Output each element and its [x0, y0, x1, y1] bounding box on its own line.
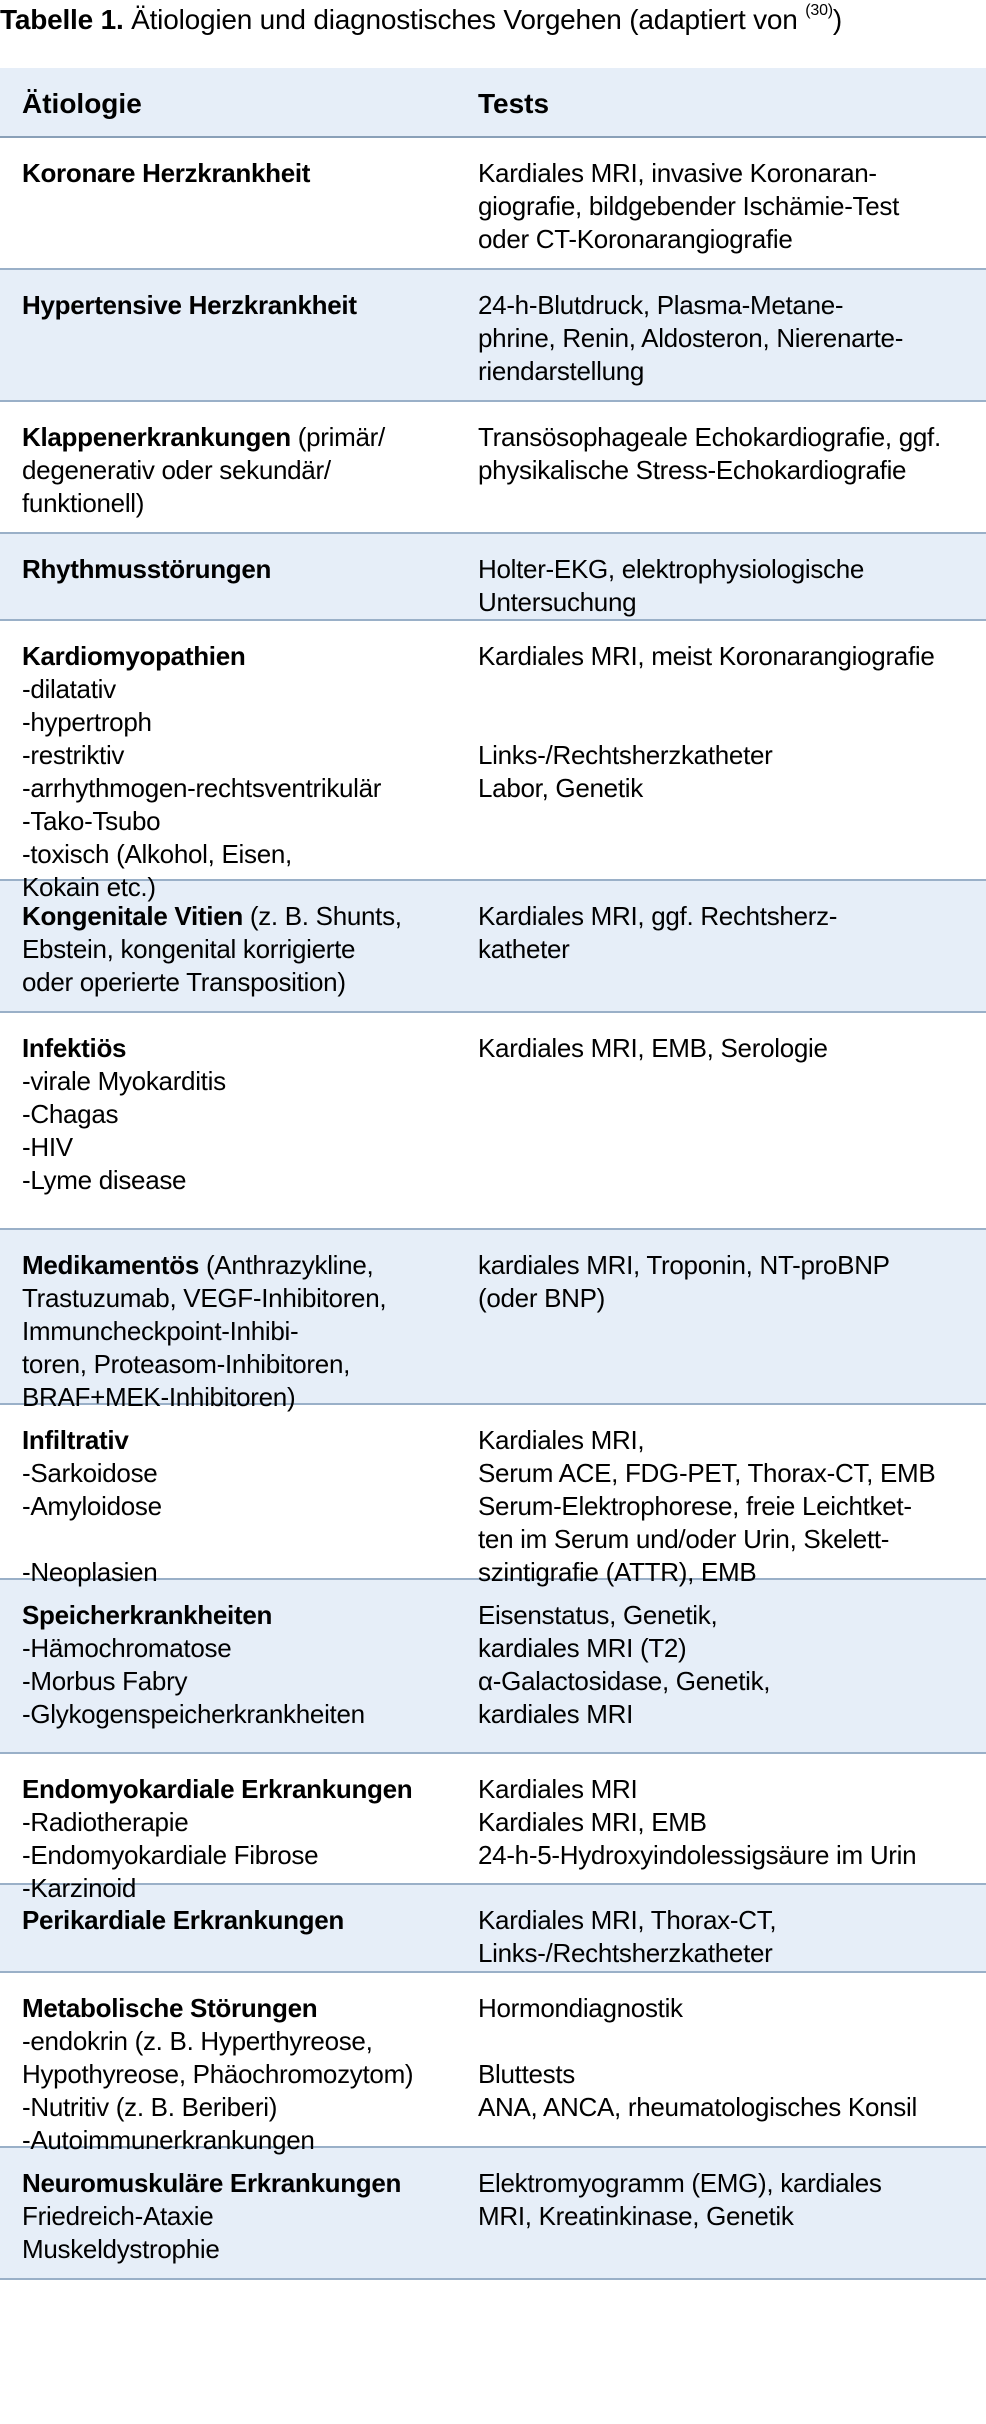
etiology-table [0, 68, 986, 2280]
etiology-cell [0, 1249, 456, 1414]
tests-line: Holter-EKG, elektrophysiologische [478, 554, 865, 584]
table-row [0, 2148, 986, 2280]
table-row [0, 1013, 986, 1230]
table-row [0, 534, 986, 621]
tests-cell [456, 1773, 986, 1872]
etiology-text: (z. B. Shunts, [242, 901, 402, 931]
tests-line: MRI, Kreatinkinase, Genetik [478, 2201, 794, 2231]
etiology-line [22, 2167, 456, 2200]
etiology-line [22, 933, 456, 966]
etiology-line [22, 1904, 456, 1937]
tests-line: 24-h-5-Hydroxyindolessigsäure im Urin [478, 1840, 917, 1870]
etiology-text: -hypertroph [22, 707, 152, 737]
tests-line: ANA, ANCA, rheumatologisches Konsil [478, 2092, 917, 2122]
caption-reference: (30) [805, 2, 833, 19]
etiology-line [22, 1665, 456, 1698]
etiology-line [22, 2091, 456, 2124]
tests-line: 24-h-Blutdruck, Plasma-Metane- [478, 290, 844, 320]
etiology-text: -Endomyokardiale Fibrose [22, 1840, 319, 1870]
etiology-text: Trastuzumab, VEGF-Inhibitoren, [22, 1283, 387, 1313]
tests-cell [456, 1249, 986, 1315]
tests-cell [456, 900, 986, 966]
etiology-cell [0, 1992, 456, 2157]
etiology-cell [0, 1773, 456, 1905]
etiology-line [22, 1424, 456, 1457]
etiology-line [22, 1315, 456, 1348]
tests-line: szintigrafie (ATTR), EMB [478, 1557, 757, 1587]
etiology-text: -Chagas [22, 1099, 119, 1129]
etiology-line [22, 2200, 456, 2233]
etiology-line [22, 1773, 456, 1806]
etiology-text: Ebstein, kongenital korrigierte [22, 934, 356, 964]
etiology-line [22, 739, 456, 772]
tests-line: Kardiales MRI, ggf. Rechtsherz- [478, 901, 838, 931]
etiology-text: -Karzinoid [22, 1873, 137, 1903]
etiology-text: (primär/ [290, 422, 385, 452]
etiology-title: Endomyokardiale Erkrankungen [22, 1774, 413, 1804]
etiology-line [22, 1632, 456, 1665]
etiology-text: Immuncheckpoint-Inhibi- [22, 1316, 299, 1346]
tests-cell [456, 1599, 986, 1731]
etiology-cell [0, 1599, 456, 1731]
etiology-line [22, 1806, 456, 1839]
caption-label: Tabelle 1. [0, 4, 124, 35]
etiology-text: -Hämochromatose [22, 1633, 232, 1663]
etiology-title: Kongenitale Vitien [22, 901, 243, 931]
table-row [0, 1580, 986, 1754]
etiology-text: (Anthrazykline, [199, 1250, 374, 1280]
etiology-line [22, 487, 456, 520]
tests-line: Eisenstatus, Genetik, [478, 1600, 718, 1630]
tests-line: α-Galactosidase, Genetik, [478, 1666, 771, 1696]
table-row [0, 270, 986, 402]
etiology-line [22, 1992, 456, 2025]
etiology-line [22, 966, 456, 999]
tests-line: Links-/Rechtsherzkatheter [478, 1938, 773, 1968]
tests-line: Links-/Rechtsherzkatheter [478, 740, 773, 770]
etiology-text: Friedreich-Ataxie [22, 2201, 214, 2231]
etiology-cell [0, 640, 456, 904]
tests-line: ten im Serum und/oder Urin, Skelett- [478, 1524, 890, 1554]
etiology-line [22, 1131, 456, 1164]
tests-cell [456, 289, 986, 388]
header-tests: Tests [478, 88, 550, 119]
etiology-title: Perikardiale Erkrankungen [22, 1905, 344, 1935]
etiology-title: Klappenerkrankungen [22, 422, 291, 452]
tests-line [478, 673, 986, 706]
tests-line: Kardiales MRI, Thorax-CT, [478, 1905, 777, 1935]
tests-line: Transösophageale Echokardiografie, ggf. [478, 422, 941, 452]
table-row [0, 1973, 986, 2155]
tests-line: Untersuchung [478, 587, 637, 617]
etiology-cell [0, 1904, 456, 1937]
etiology-line [22, 553, 456, 586]
caption-text: Ätiologien und diagnostisches Vorgehen (adaptiert von [123, 4, 806, 35]
tests-line [478, 2025, 986, 2058]
etiology-line [22, 805, 456, 838]
etiology-title: Infiltrativ [22, 1425, 129, 1455]
table-caption [0, 0, 986, 68]
etiology-text: -virale Myokarditis [22, 1066, 226, 1096]
etiology-title: Medikamentös [22, 1250, 200, 1280]
etiology-text: -Autoimmunerkrankungen [22, 2125, 315, 2155]
etiology-text: funktionell) [22, 488, 145, 518]
etiology-title: Hypertensive Herzkrankheit [22, 290, 357, 320]
etiology-title: Infektiös [22, 1033, 127, 1063]
etiology-text: -restriktiv [22, 740, 125, 770]
tests-line: Kardiales MRI, EMB [478, 1807, 707, 1837]
caption-close: ) [832, 4, 843, 35]
etiology-line [22, 454, 456, 487]
tests-line: giografie, bildgebender Ischämie-Test [478, 191, 900, 221]
etiology-text: Muskeldystrophie [22, 2234, 220, 2264]
etiology-text: BRAF+MEK-Inhibitoren) [22, 1382, 296, 1412]
tests-line: Serum ACE, FDG-PET, Thorax-CT, EMB [478, 1458, 936, 1488]
etiology-text: -Tako-Tsubo [22, 806, 161, 836]
etiology-line [22, 1098, 456, 1131]
tests-line: Kardiales MRI, meist Koronarangiografie [478, 641, 935, 671]
tests-cell [456, 553, 986, 619]
tests-line: riendarstellung [478, 356, 645, 386]
etiology-line [22, 772, 456, 805]
etiology-text: -Amyloidose [22, 1491, 162, 1521]
etiology-line [22, 673, 456, 706]
tests-line: Kardiales MRI, EMB, Serologie [478, 1033, 828, 1063]
table-row [0, 1405, 986, 1587]
etiology-title: Kardiomyopathien [22, 641, 246, 671]
tests-line: Bluttests [478, 2059, 576, 2089]
etiology-line [22, 640, 456, 673]
etiology-line [22, 1839, 456, 1872]
etiology-cell [0, 553, 456, 586]
header-etiology: Ätiologie [22, 88, 142, 119]
etiology-cell [0, 1424, 456, 1589]
etiology-text: -dilatativ [22, 674, 116, 704]
etiology-line [22, 1065, 456, 1098]
tests-line [478, 706, 986, 739]
etiology-title: Neuromuskuläre Erkrankungen [22, 2168, 402, 2198]
etiology-line [22, 1490, 456, 1523]
etiology-line [22, 289, 456, 322]
etiology-line [22, 1282, 456, 1315]
tests-line: Serum-Elektrophorese, freie Leichtket- [478, 1491, 912, 1521]
tests-cell [456, 1904, 986, 1970]
etiology-line [22, 900, 456, 933]
etiology-cell [0, 421, 456, 520]
table-row [0, 138, 986, 270]
etiology-text: Hypothyreose, Phäochromozytom) [22, 2059, 414, 2089]
etiology-line [22, 2058, 456, 2091]
tests-cell [456, 1992, 986, 2124]
tests-cell [456, 1032, 986, 1065]
etiology-line [22, 2025, 456, 2058]
etiology-line [22, 1249, 456, 1282]
etiology-title: Koronare Herzkrankheit [22, 158, 311, 188]
tests-cell [456, 157, 986, 256]
etiology-title: Speicherkrankheiten [22, 1600, 273, 1630]
tests-cell [456, 2167, 986, 2233]
tests-line: kardiales MRI [478, 1699, 634, 1729]
etiology-text: -toxisch (Alkohol, Eisen, [22, 839, 292, 869]
etiology-title: Metabolische Störungen [22, 1993, 318, 2023]
tests-line: oder CT-Koronarangiografie [478, 224, 793, 254]
etiology-text: -endokrin (z. B. Hyperthyreose, [22, 2026, 373, 2056]
etiology-text: toren, Proteasom-Inhibitoren, [22, 1349, 351, 1379]
tests-line: Labor, Genetik [478, 773, 643, 803]
table-header-row [0, 68, 986, 138]
etiology-line [22, 1164, 456, 1197]
tests-line: (oder BNP) [478, 1283, 606, 1313]
tests-line: Elektromyogramm (EMG), kardiales [478, 2168, 882, 2198]
table-row [0, 621, 986, 902]
etiology-text: oder operierte Transposition) [22, 967, 346, 997]
tests-line: phrine, Renin, Aldosteron, Nierenarte- [478, 323, 904, 353]
etiology-line [22, 1599, 456, 1632]
tests-line: physikalische Stress-Echokardiografie [478, 455, 907, 485]
tests-cell [456, 640, 986, 805]
tests-line: Kardiales MRI [478, 1774, 638, 1804]
etiology-line [22, 1556, 456, 1589]
etiology-text: -Sarkoidose [22, 1458, 158, 1488]
etiology-line [22, 2233, 456, 2266]
etiology-text: degenerativ oder sekundär/ [22, 455, 331, 485]
etiology-line [22, 1348, 456, 1381]
etiology-text: -Neoplasien [22, 1557, 158, 1587]
etiology-text: -Nutritiv (z. B. Beriberi) [22, 2092, 278, 2122]
etiology-line [22, 1032, 456, 1065]
etiology-cell [0, 289, 456, 322]
etiology-text: -Glykogenspeicherkrankheiten [22, 1699, 365, 1729]
etiology-line [22, 706, 456, 739]
tests-line: kardiales MRI, Troponin, NT-proBNP [478, 1250, 890, 1280]
tests-cell [456, 1424, 986, 1589]
table-row [0, 881, 986, 1013]
etiology-line [22, 157, 456, 190]
tests-line: kardiales MRI (T2) [478, 1633, 687, 1663]
etiology-line [22, 1381, 456, 1414]
tests-line: Kardiales MRI, [478, 1425, 645, 1455]
etiology-text: -Morbus Fabry [22, 1666, 188, 1696]
etiology-cell [0, 900, 456, 999]
etiology-text: -Lyme disease [22, 1165, 187, 1195]
etiology-line [22, 421, 456, 454]
etiology-text: -Radiotherapie [22, 1807, 189, 1837]
table-row [0, 1230, 986, 1412]
etiology-cell [0, 1032, 456, 1197]
table-row [0, 1754, 986, 1903]
etiology-line [22, 1698, 456, 1731]
table-body [0, 138, 986, 2280]
tests-cell [456, 421, 986, 487]
etiology-cell [0, 2167, 456, 2266]
etiology-line [22, 838, 456, 871]
etiology-text: Kokain etc.) [22, 872, 156, 902]
etiology-line [22, 1872, 456, 1905]
etiology-cell [0, 157, 456, 190]
tests-line: Hormondiagnostik [478, 1993, 683, 2023]
etiology-line [22, 1457, 456, 1490]
etiology-text: -HIV [22, 1132, 73, 1162]
etiology-line [22, 2124, 456, 2157]
etiology-line [22, 1523, 456, 1556]
tests-line: Kardiales MRI, invasive Koronaran- [478, 158, 877, 188]
etiology-text: -arrhythmogen-rechtsventrikulär [22, 773, 382, 803]
tests-line: katheter [478, 934, 570, 964]
etiology-title: Rhythmusstörungen [22, 554, 272, 584]
table-row [0, 402, 986, 534]
